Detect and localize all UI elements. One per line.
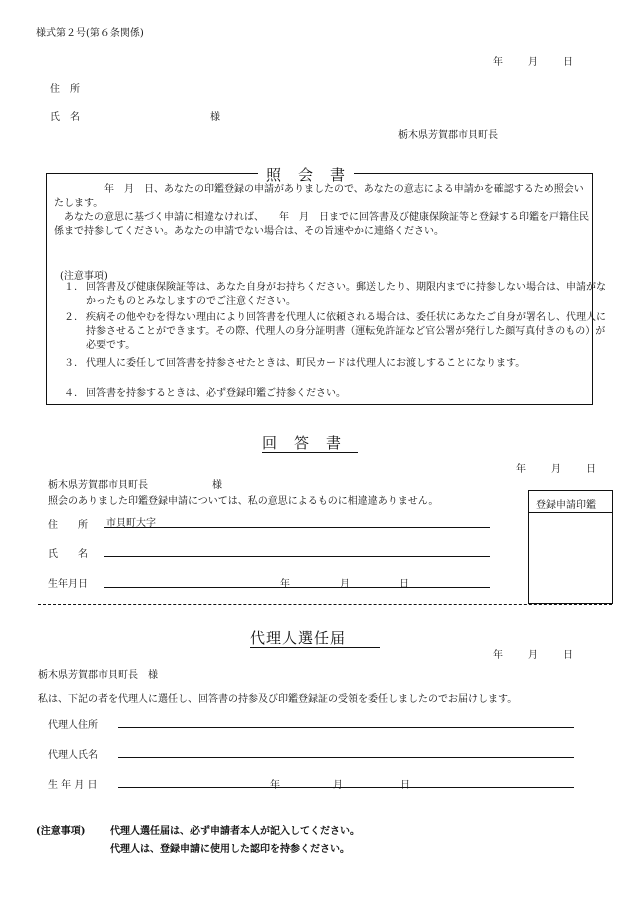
note-number: １. [64,282,78,293]
reply-name-line[interactable] [104,556,490,557]
reply-date-day: 日 [586,464,596,475]
agent-dob-label: 生 年 月 日 [48,780,98,791]
note-text: 回答書及び健康保険証等は、あなた自身がお持ちください。郵送したり、期限内までに持参しない場合は、申請がなかったものとみなしますのでご注意ください。 [86,282,606,307]
header-date-day: 日 [563,57,573,68]
note-number: ３. [64,358,78,369]
footer-note-1: 代理人選任届は、必ず申請者本人が記入してください。 [110,826,360,837]
seal-box-label: 登録申請印鑑 [536,500,596,511]
agent-addressee: 栃木県芳賀郡市貝町長 様 [38,670,158,681]
footer-note-2: 代理人は、登録申請に使用した認印を持参ください。 [110,844,350,855]
agent-name-line[interactable] [118,757,574,758]
agent-address-label: 代理人住所 [48,720,98,731]
agent-name-label: 代理人氏名 [48,750,98,761]
agent-dob-year: 年 [270,780,280,791]
header-address-label: 住 所 [50,84,80,95]
reply-title: 回 答 書 [262,434,343,452]
inquiry-title: 照 会 書 [258,164,354,185]
note-number: ４. [64,388,78,399]
agent-statement: 私は、下記の者を代理人に選任し、回答書の持参及び印鑑登録証の受領を委任しましたのでお届けします。 [38,694,518,705]
agent-title: 代理人選任届 [250,629,347,647]
header-date-year: 年 [493,57,503,68]
inquiry-note-item [64,281,611,309]
note-text: 回答書を持参するときは、必ず登録印鑑ご持参ください。 [86,388,346,399]
footer-notes-label: (注意事項) [36,826,86,837]
header-issuer: 栃木県芳賀郡市貝町長 [398,130,498,141]
agent-date-day: 日 [563,650,573,661]
inquiry-notes-header: (注意事項) [60,271,108,282]
inquiry-note-item [64,387,611,401]
inquiry-paragraph-1: 年 月 日、あなたの印鑑登録の申請がありましたので、あなたの意志による申請かを確認するため照会いたします。 [54,184,584,209]
reply-dob-year: 年 [280,579,290,590]
reply-date-month: 月 [551,464,561,475]
header-honorific: 様 [210,112,220,123]
reply-date-year: 年 [516,464,526,475]
reply-dob-month: 月 [340,579,350,590]
header-date-month: 月 [528,57,538,68]
cut-line [38,604,612,605]
agent-title-underline [250,647,380,648]
reply-address-line[interactable] [104,527,490,528]
note-number: ２. [64,312,78,323]
reply-address-label: 住 所 [48,520,88,531]
reply-title-underline [262,452,358,453]
inquiry-note-item [64,357,611,371]
agent-address-line[interactable] [118,727,574,728]
inquiry-paragraph-2: あなたの意思に基づく申請に相違なければ、 年 月 日までに回答書及び健康保険証等と登録する印鑑を戸籍住民係まで持参してください。あなたの申請でない場合は、その旨速やかに連絡ください。 [54,212,589,237]
seal-box-divider [528,512,612,513]
agent-dob-month: 月 [333,780,343,791]
reply-statement: 照会のありました印鑑登録申請については、私の意思によるものに相違違ありません。 [48,496,439,507]
agent-date-year: 年 [493,650,503,661]
reply-addressee: 栃木県芳賀郡市貝町長 [48,480,148,491]
inquiry-note-item [64,311,611,353]
agent-date-month: 月 [528,650,538,661]
reply-dob-day: 日 [399,579,409,590]
reply-dob-line[interactable] [104,587,490,588]
agent-dob-day: 日 [400,780,410,791]
agent-dob-line[interactable] [118,787,574,788]
note-text: 疾病その他やむを得ない理由により回答書を代理人に依頼される場合は、委任状にあなたご自身が署名し、代理人に持参させることができます。その際、代理人の身分証明書（運転免許証など官公署が発行した顔写真付きのもの）が必要です。 [86,312,606,351]
note-text: 代理人に委任して回答書を持参させたときは、町民カードは代理人にお渡しすることになります。 [86,358,526,369]
header-name-label: 氏 名 [50,112,80,123]
reply-address-value[interactable]: 市貝町大字 [106,518,156,529]
reply-dob-label: 生年月日 [48,579,88,590]
reply-honorific: 様 [212,480,222,491]
form-number: 様式第２号(第６条関係) [36,28,144,39]
reply-name-label: 氏 名 [48,549,88,560]
